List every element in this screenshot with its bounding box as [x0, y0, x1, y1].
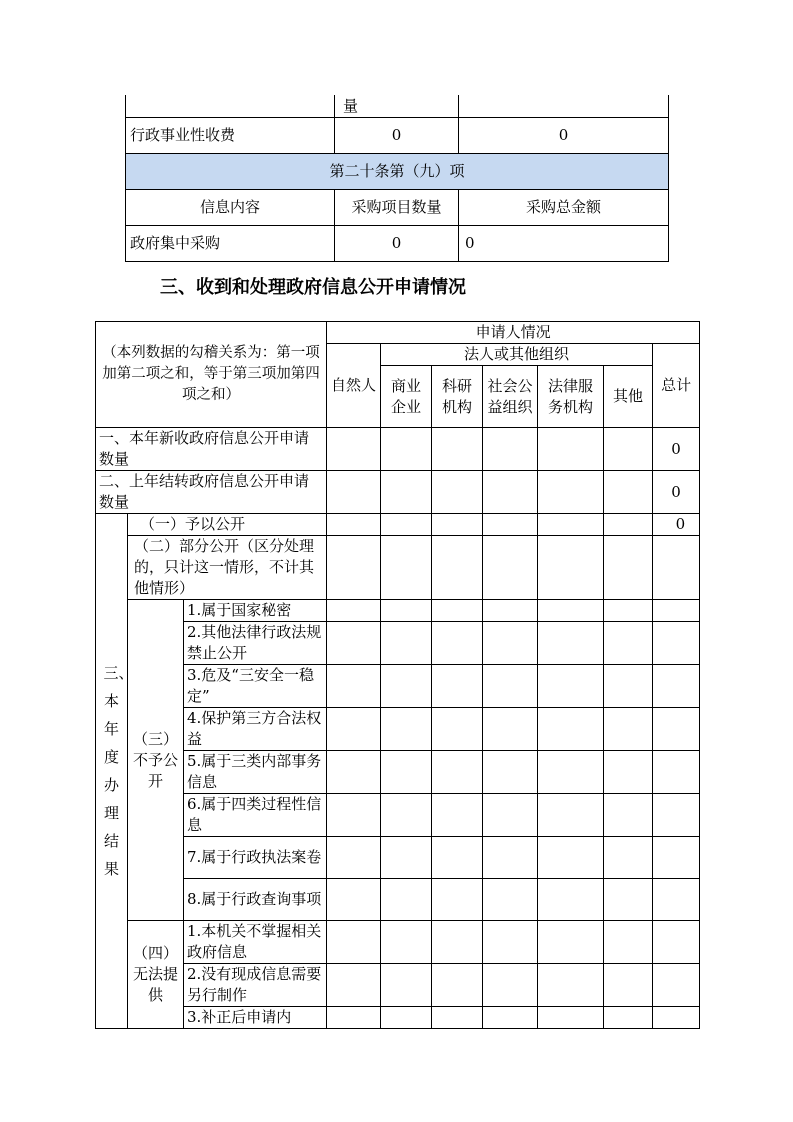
sub-header-legal: 法律服务机构 [538, 366, 604, 428]
procurement-label: 政府集中采购 [126, 226, 335, 262]
row-label: 8.属于行政查询事项 [184, 879, 327, 921]
row-label: 5.属于三类内部事务信息 [184, 751, 327, 794]
table-row [96, 879, 700, 921]
procurement-amount: 0 [459, 226, 669, 262]
row-total: 0 [653, 428, 700, 471]
column-header: 采购项目数量 [335, 190, 459, 226]
section-heading: 三、收到和处理政府信息公开申请情况 [160, 277, 466, 298]
sub-header-business: 商业企业 [381, 366, 432, 428]
table-row [96, 622, 700, 665]
row-label: 2.没有现成信息需要另行制作 [184, 964, 327, 1007]
group-label: （四）无法提供 [128, 921, 184, 1029]
table-row [96, 471, 700, 514]
table-row [96, 964, 700, 1007]
sub-header-nonprofit: 社会公益组织 [483, 366, 538, 428]
row-label: 7.属于行政执法案卷 [184, 837, 327, 879]
total-header: 总计 [653, 344, 700, 428]
row-label: （一）予以公开 [128, 514, 327, 536]
legal-entity-header: 法人或其他组织 [381, 344, 653, 366]
table-row [96, 751, 700, 794]
table-row [96, 428, 700, 471]
table-row [126, 154, 669, 190]
table-header-row [96, 322, 700, 344]
applicant-header: 申请人情况 [327, 322, 700, 344]
row-label: 2.其他法律行政法规禁止公开 [184, 622, 327, 665]
result-section-label [96, 514, 134, 1029]
row-label: 1.本机关不掌握相关政府信息 [184, 921, 327, 964]
table-row [96, 708, 700, 751]
fee-count: 0 [335, 118, 459, 154]
table-row [96, 600, 700, 622]
row-label: 6.属于四类过程性信息 [184, 794, 327, 837]
cell: 量 [335, 95, 459, 118]
column-header: 信息内容 [126, 190, 335, 226]
corner-note: （本列数据的勾稽关系为：第一项加第二项之和，等于第三项加第四项之和） [96, 322, 327, 428]
table-row [96, 837, 700, 879]
row-total: 0 [653, 514, 700, 536]
table-row [96, 921, 700, 964]
cell [126, 95, 335, 118]
row-label: 1.属于国家秘密 [184, 600, 327, 622]
natural-person-header: 自然人 [327, 344, 381, 428]
sub-header-research: 科研机构 [432, 366, 483, 428]
row-label: （二）部分公开（区分处理的，只计这一情形，不计其他情形） [128, 536, 327, 600]
row-total: 0 [653, 471, 700, 514]
section-banner: 第二十条第（九）项 [126, 154, 669, 190]
table-row [96, 794, 700, 837]
procurement-count: 0 [335, 226, 459, 262]
table-row [126, 95, 669, 118]
column-header: 采购总金额 [459, 190, 669, 226]
sub-header-other: 其他 [604, 366, 653, 428]
result-section-text: 三、本年度办理结果 [103, 664, 134, 878]
table-row [96, 665, 700, 708]
table-row [126, 226, 669, 262]
table-header-row [126, 190, 669, 226]
table-row [126, 118, 669, 154]
row-label: 二、上年结转政府信息公开申请数量 [96, 471, 327, 514]
table-row [96, 1007, 700, 1029]
table-row [96, 514, 700, 536]
application-table [95, 321, 700, 1029]
table-row [96, 536, 700, 600]
group-label: （三）不予公开 [128, 600, 184, 921]
fee-label: 行政事业性收费 [126, 118, 335, 154]
row-label: 3.危及“三安全一稳定” [184, 665, 327, 708]
procurement-table [125, 95, 669, 262]
row-label: 3.补正后申请内 [184, 1007, 327, 1029]
fee-amount: 0 [459, 118, 669, 154]
cell [459, 95, 669, 118]
row-label: 一、本年新收政府信息公开申请数量 [96, 428, 327, 471]
row-label: 4.保护第三方合法权益 [184, 708, 327, 751]
